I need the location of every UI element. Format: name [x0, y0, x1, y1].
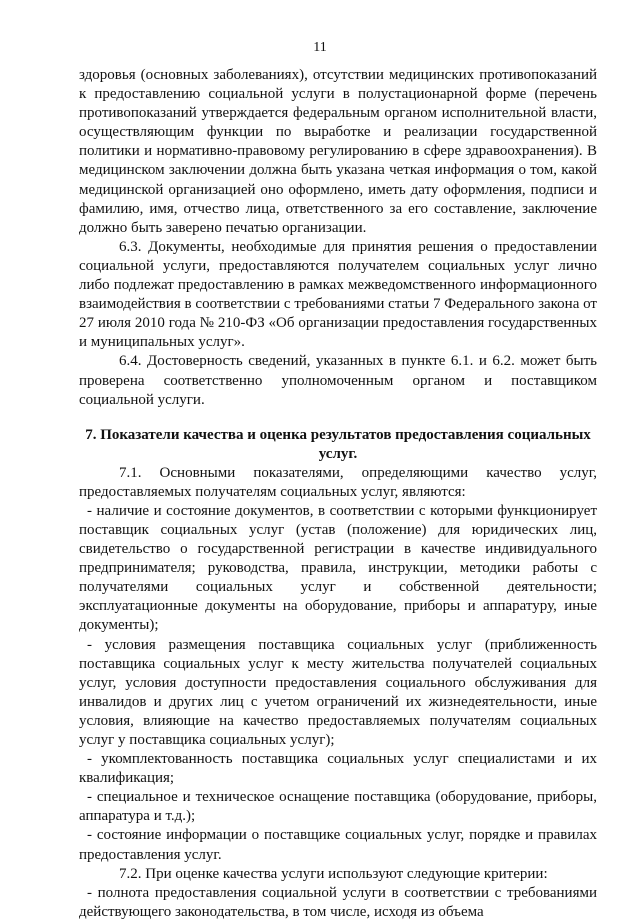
section-heading: 7. Показатели качества и оценка результатов предоставления социальных услуг.	[85, 426, 591, 462]
list-item: - специальное и техническое оснащение поставщика (оборудование, приборы, аппаратура и т.д.);	[79, 789, 597, 825]
page-number: 11	[313, 40, 327, 55]
list-item: - наличие и состояние документов, в соответствии с которыми функционирует поставщик социальных услуг (устав (положение) для юридических лиц, свидетельство о государственной регистрации в качестве индивидуального предпринимателя; руководства, правила, инструкции, методики работы с получателями социальных услуг и собственной деятельности; эксплуатационные документы на оборудование, приборы и аппаратуру, иные документы);	[79, 502, 597, 634]
list-item: - состояние информации о поставщике социальных услуг, порядке и правилах предоставления услуг.	[79, 827, 597, 863]
list-item: - условия размещения поставщика социальных услуг (приближенность поставщика социальных услуг к месту жительства получателей социальных услуг, условия доступности предоставления социального обслуживания для инвалидов и других лиц с учетом ограничений их жизнедеятельности, иные условия, влияющие на качество предоставляемых получателям социальных услуг у поставщика социальных услуг);	[79, 636, 597, 748]
paragraph-7-1: 7.1. Основными показателями, определяющими качество услуг, предоставляемых получателям социальных услуг, являются:	[79, 464, 597, 500]
paragraph-6-4: 6.4. Достоверность сведений, указанных в пункте 6.1. и 6.2. может быть проверена соответственно уполномоченным органом и поставщиком социальной услуги.	[79, 353, 597, 408]
document-body	[79, 66, 597, 922]
list-item: - полнота предоставления социальной услуги в соответствии с требованиями действующего законодательства, в том числе, исходя из объема	[79, 884, 597, 920]
paragraph-7-2: 7.2. При оценке качества услуги используют следующие критерии:	[119, 865, 548, 882]
list-item: - укомплектованность поставщика социальных услуг специалистами и их квалификация;	[79, 751, 597, 787]
paragraph: здоровья (основных заболеваниях), отсутствии медицинских противопоказаний к предоставлению социальной услуги в полустационарной форме (перечень противопоказаний утверждается федеральным органом исполнительной власти, осуществляющим функции по выработке и реализации государственной политики и нормативно-правовому регулированию в сфере здравоохранения). В медицинском заключении должна быть указана четкая информация о том, какой медицинской организацией оно оформлено, иметь дату оформления, подписи и фамилию, имя, отчество лица, ответственного за его составление, заключение должно быть заверено печатью организации.	[79, 67, 597, 236]
paragraph-6-3: 6.3. Документы, необходимые для принятия решения о предоставлении социальной услуги, предоставляются получателем социальных услуг лично либо подлежат предоставлению в рамках межведомственного информационного взаимодействия в соответствии с требованиями статьи 7 Федерального закона от 27 июля 2010 года № 210-ФЗ «Об организации предоставления государственных и муниципальных услуг».	[79, 238, 597, 351]
